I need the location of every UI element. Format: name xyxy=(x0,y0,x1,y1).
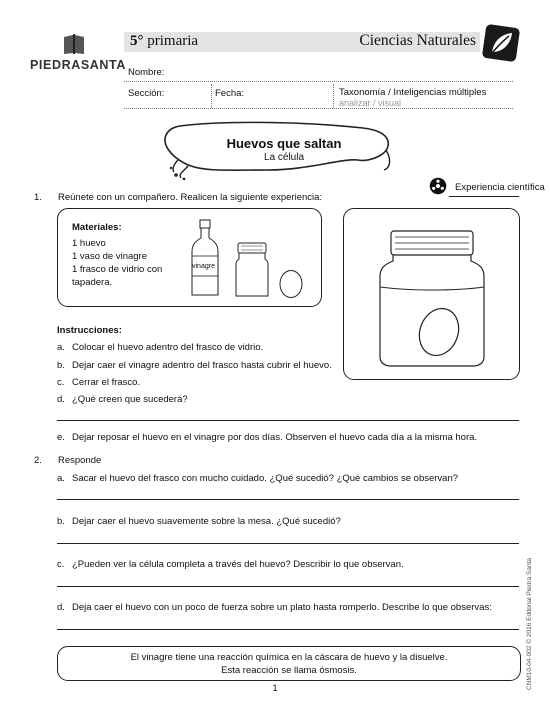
question-prompt: Responde xyxy=(58,455,102,466)
step-text: Dejar caer el vinagre adentro del frasco hasta cubrir el huevo. xyxy=(72,360,332,371)
answer-line[interactable] xyxy=(57,629,519,630)
taxonomy-label: Taxonomía / Inteligencias múltiples xyxy=(339,87,487,98)
step-letter: c. xyxy=(57,377,65,388)
materials-title: Materiales: xyxy=(72,222,122,233)
grade-word: primaria xyxy=(147,33,199,49)
materials-item: 1 huevo xyxy=(72,238,106,249)
activity-title: Huevos que saltan xyxy=(226,136,342,151)
answer-line[interactable] xyxy=(57,586,519,587)
question-number: 1. xyxy=(34,192,42,203)
materials-item: 1 vaso de vinagre xyxy=(72,251,147,262)
book-logo-icon xyxy=(62,33,86,55)
page-number: 1 xyxy=(272,683,278,693)
question-number: 2. xyxy=(34,455,42,466)
section-label: Sección: xyxy=(128,88,165,99)
item-text: Dejar caer el huevo suavemente sobre la mesa. ¿Qué sucedió? xyxy=(72,516,341,527)
date-label: Fecha: xyxy=(215,88,245,99)
item-letter: a. xyxy=(57,473,65,484)
experience-tag: Experiencia científica xyxy=(455,182,545,193)
note-line: Esta reacción se llama ósmosis. xyxy=(221,665,357,676)
small-jar-icon xyxy=(234,241,270,299)
step-text: Cerrar el frasco. xyxy=(72,377,141,388)
publisher-logo: PIEDRASANTA xyxy=(30,58,126,72)
step-letter: a. xyxy=(57,342,65,353)
grade-label xyxy=(130,33,198,50)
item-text: ¿Pueden ver la célula completa a través del huevo? Describir lo que observan. xyxy=(72,559,404,570)
leaf-icon xyxy=(482,24,520,62)
experience-underline xyxy=(449,196,519,197)
name-label: Nombre: xyxy=(128,67,165,78)
step-letter: e. xyxy=(57,432,65,443)
name-line xyxy=(124,81,513,82)
grade-number: 5° xyxy=(130,33,144,49)
item-letter: c. xyxy=(57,559,65,570)
item-text: Sacar el huevo del frasco con mucho cuidado. ¿Qué sucedió? ¿Qué cambios se observan? xyxy=(72,473,459,484)
activity-subtitle: La célula xyxy=(263,152,305,163)
answer-line[interactable] xyxy=(57,420,519,421)
field-divider xyxy=(211,84,212,108)
step-letter: d. xyxy=(57,394,65,405)
fields-bottom-line xyxy=(124,108,513,109)
experiment-icon xyxy=(429,177,447,195)
instructions-title: Instrucciones: xyxy=(57,325,122,336)
vinegar-bottle-icon xyxy=(189,218,221,298)
item-letter: d. xyxy=(57,602,65,613)
materials-item: tapadera. xyxy=(72,277,113,288)
item-letter: b. xyxy=(57,516,65,527)
subject-title: Ciencias Naturales xyxy=(359,32,476,49)
note-line: El vinagre tiene una reacción química en la cáscara de huevo y la disuelve. xyxy=(130,652,448,663)
bottle-label: vinagre xyxy=(192,263,215,270)
copyright-credit: CNM10-04-002 © 2016 Editorial Piedra Santa xyxy=(526,558,533,690)
step-text: Colocar el huevo adentro del frasco de vidrio. xyxy=(72,342,264,353)
step-text: ¿Qué creen que sucederá? xyxy=(72,394,188,405)
jar-with-egg-icon xyxy=(375,229,489,369)
egg-icon xyxy=(278,269,304,299)
item-text: Deja caer el huevo con un poco de fuerza sobre un plato hasta romperlo. Describe lo que observas: xyxy=(72,602,492,613)
answer-line[interactable] xyxy=(57,543,519,544)
step-text: Dejar reposar el huevo en el vinagre por dos días. Observen el huevo cada día a la misma hora. xyxy=(72,432,478,443)
step-letter: b. xyxy=(57,360,65,371)
field-divider xyxy=(333,84,334,108)
answer-line[interactable] xyxy=(57,499,519,500)
materials-item: 1 frasco de vidrio con xyxy=(72,264,163,275)
question-prompt: Reúnete con un compañero. Realicen la siguiente experiencia: xyxy=(58,192,323,203)
taxonomy-value: analizar / visual xyxy=(339,98,402,108)
